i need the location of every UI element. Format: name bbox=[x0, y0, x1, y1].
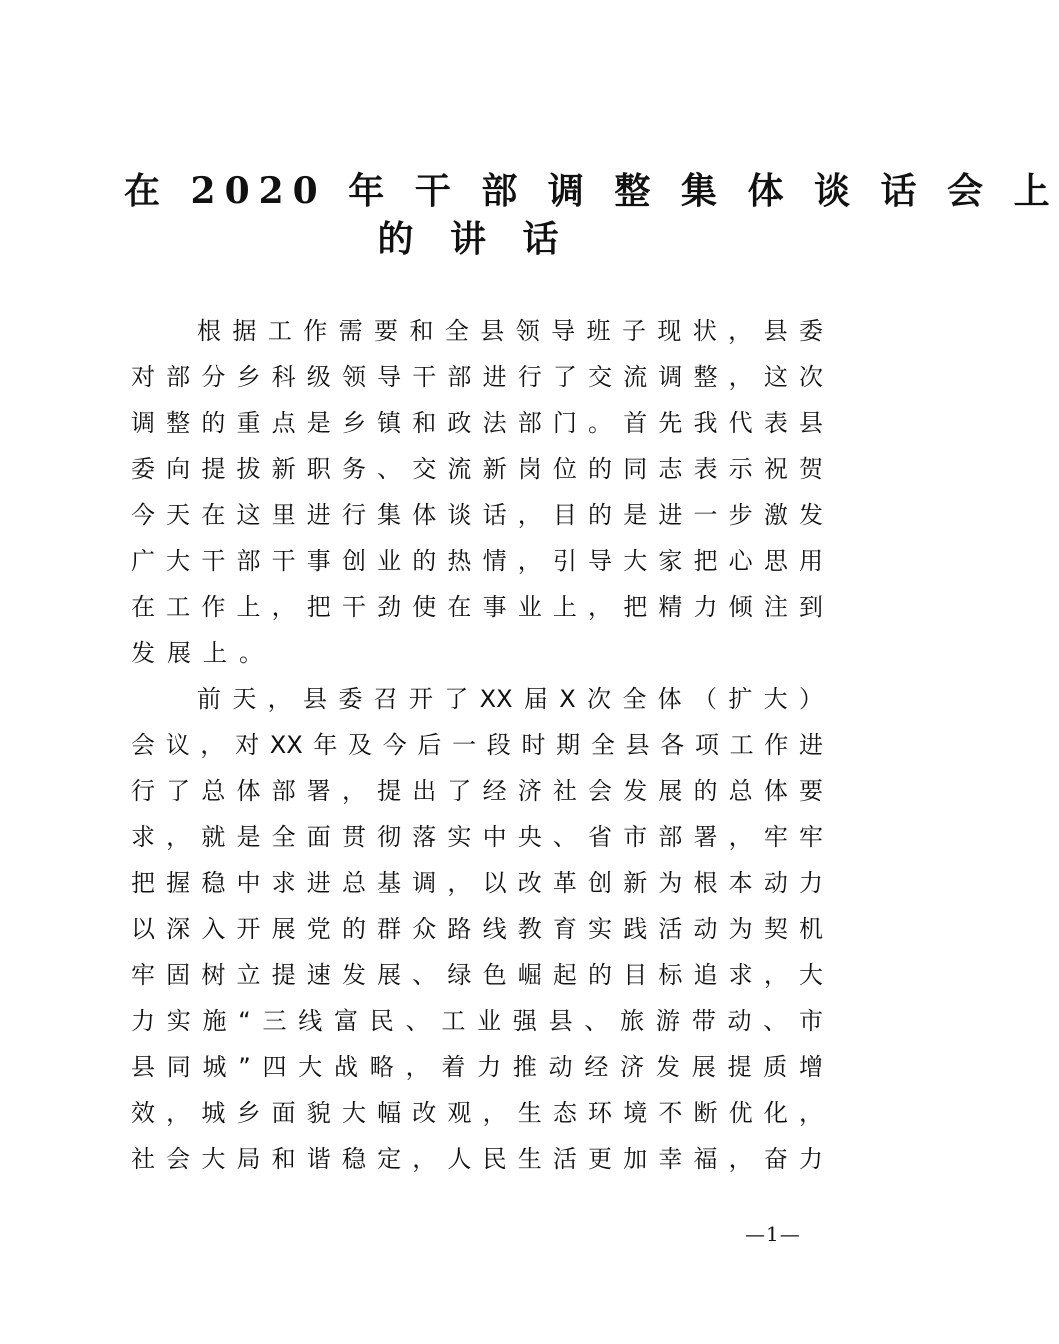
paragraph-2-line: 以深入开展党的群众路线教育实践活动为契机 bbox=[131, 915, 823, 943]
paragraph-1-line: 今天在这里进行集体谈话，目的是进一步激发 bbox=[131, 501, 823, 529]
paragraph-1-line: 广大干部干事创业的热情，引导大家把心思用 bbox=[131, 547, 823, 575]
paragraph-2-line: 前天，县委召开了XX届X次全体（扩大） bbox=[197, 685, 823, 713]
paragraph-2-line: 力实施“三线富民、工业强县、旅游带动、市 bbox=[131, 1007, 823, 1035]
paragraph-2-line: 效，城乡面貌大幅改观，生态环境不断优化， bbox=[131, 1099, 823, 1127]
paragraph-2-line: 牢固树立提速发展、绿色崛起的目标追求，大 bbox=[131, 961, 823, 989]
paragraph-1-line: 在工作上，把干劲使在事业上，把精力倾注到 bbox=[131, 593, 823, 621]
paragraph-1-line: 委向提拔新职务、交流新岗位的同志表示祝贺 bbox=[131, 455, 823, 483]
paragraph-1-line: 根据工作需要和全县领导班子现状，县委 bbox=[197, 317, 823, 345]
paragraph-2-line: 会议，对XX年及今后一段时期全县各项工作进 bbox=[131, 731, 823, 759]
paragraph-2-line: 求，就是全面贯彻落实中央、省市部署，牢牢 bbox=[131, 823, 823, 851]
paragraph-1-line: 对部分乡科级领导干部进行了交流调整，这次 bbox=[131, 363, 823, 391]
paragraph-1-line: 调整的重点是乡镇和政法部门。首先我代表县 bbox=[131, 409, 823, 437]
page-number: —1— bbox=[745, 1222, 801, 1246]
paragraph-2-line: 县同城”四大战略，着力推动经济发展提质增 bbox=[131, 1053, 823, 1081]
document-title-line-2: 的 讲 话 bbox=[377, 218, 571, 260]
paragraph-1-line: 发展上。 bbox=[131, 639, 275, 667]
paragraph-2-line: 把握稳中求进总基调，以改革创新为根本动力 bbox=[131, 869, 823, 897]
paragraph-2-line: 行了总体部署，提出了经济社会发展的总体要 bbox=[131, 777, 823, 805]
paragraph-2-line: 社会大局和谐稳定，人民生活更加幸福，奋力 bbox=[131, 1145, 823, 1173]
document-title-line-1: 在 2020 年 干 部 调 整 集 体 谈 话 会 上 bbox=[124, 170, 1059, 212]
